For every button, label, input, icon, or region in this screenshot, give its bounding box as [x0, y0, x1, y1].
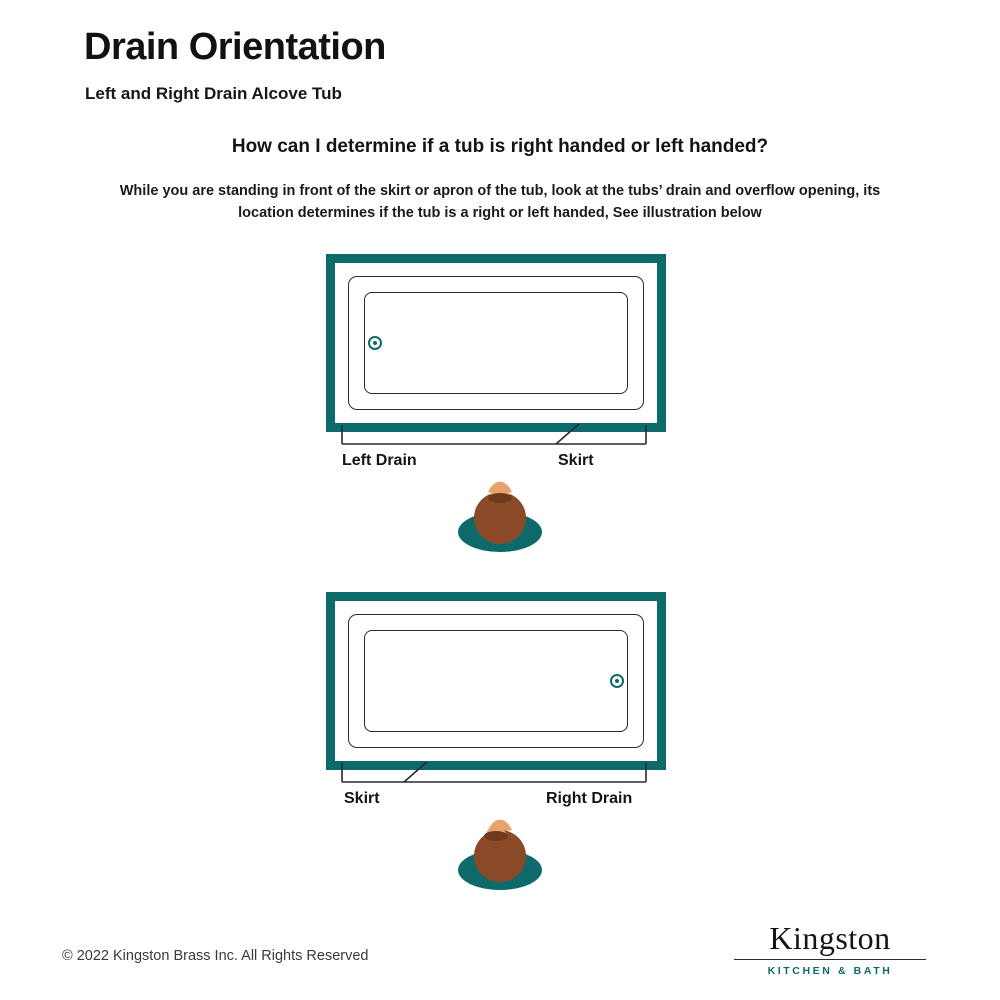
- tub-basin: [364, 292, 628, 394]
- skirt-label-2: Skirt: [344, 790, 380, 807]
- person-figure-1: [440, 450, 560, 560]
- explanation-paragraph: While you are standing in front of the skirt or apron of the tub, look at the tubs’ drain and overflow opening, its location determines if the tub is a right or left handed, See illustration below: [119, 183, 881, 222]
- brand-name: Kingston: [769, 920, 891, 956]
- page-subtitle: Left and Right Drain Alcove Tub: [85, 84, 342, 103]
- left-drain-tub: [326, 254, 666, 432]
- skirt-label-1: Skirt: [558, 452, 594, 469]
- drain-icon: [368, 336, 382, 350]
- right-drain-label: Right Drain: [546, 790, 633, 807]
- drain-icon: [610, 674, 624, 688]
- right-drain-tub: [326, 592, 666, 770]
- left-drain-label: Left Drain: [342, 452, 417, 469]
- question-heading: How can I determine if a tub is right handed or left handed?: [231, 136, 769, 157]
- brand-tagline: KITCHEN & BATH: [767, 965, 893, 978]
- brand-divider: [734, 959, 926, 960]
- tub-basin: [364, 630, 628, 732]
- copyright-text: © 2022 Kingston Brass Inc. All Rights Reserved: [62, 948, 369, 964]
- brand-logo: [720, 922, 940, 977]
- person-figure-2: [440, 788, 560, 898]
- page-title: Drain Orientation: [84, 26, 386, 68]
